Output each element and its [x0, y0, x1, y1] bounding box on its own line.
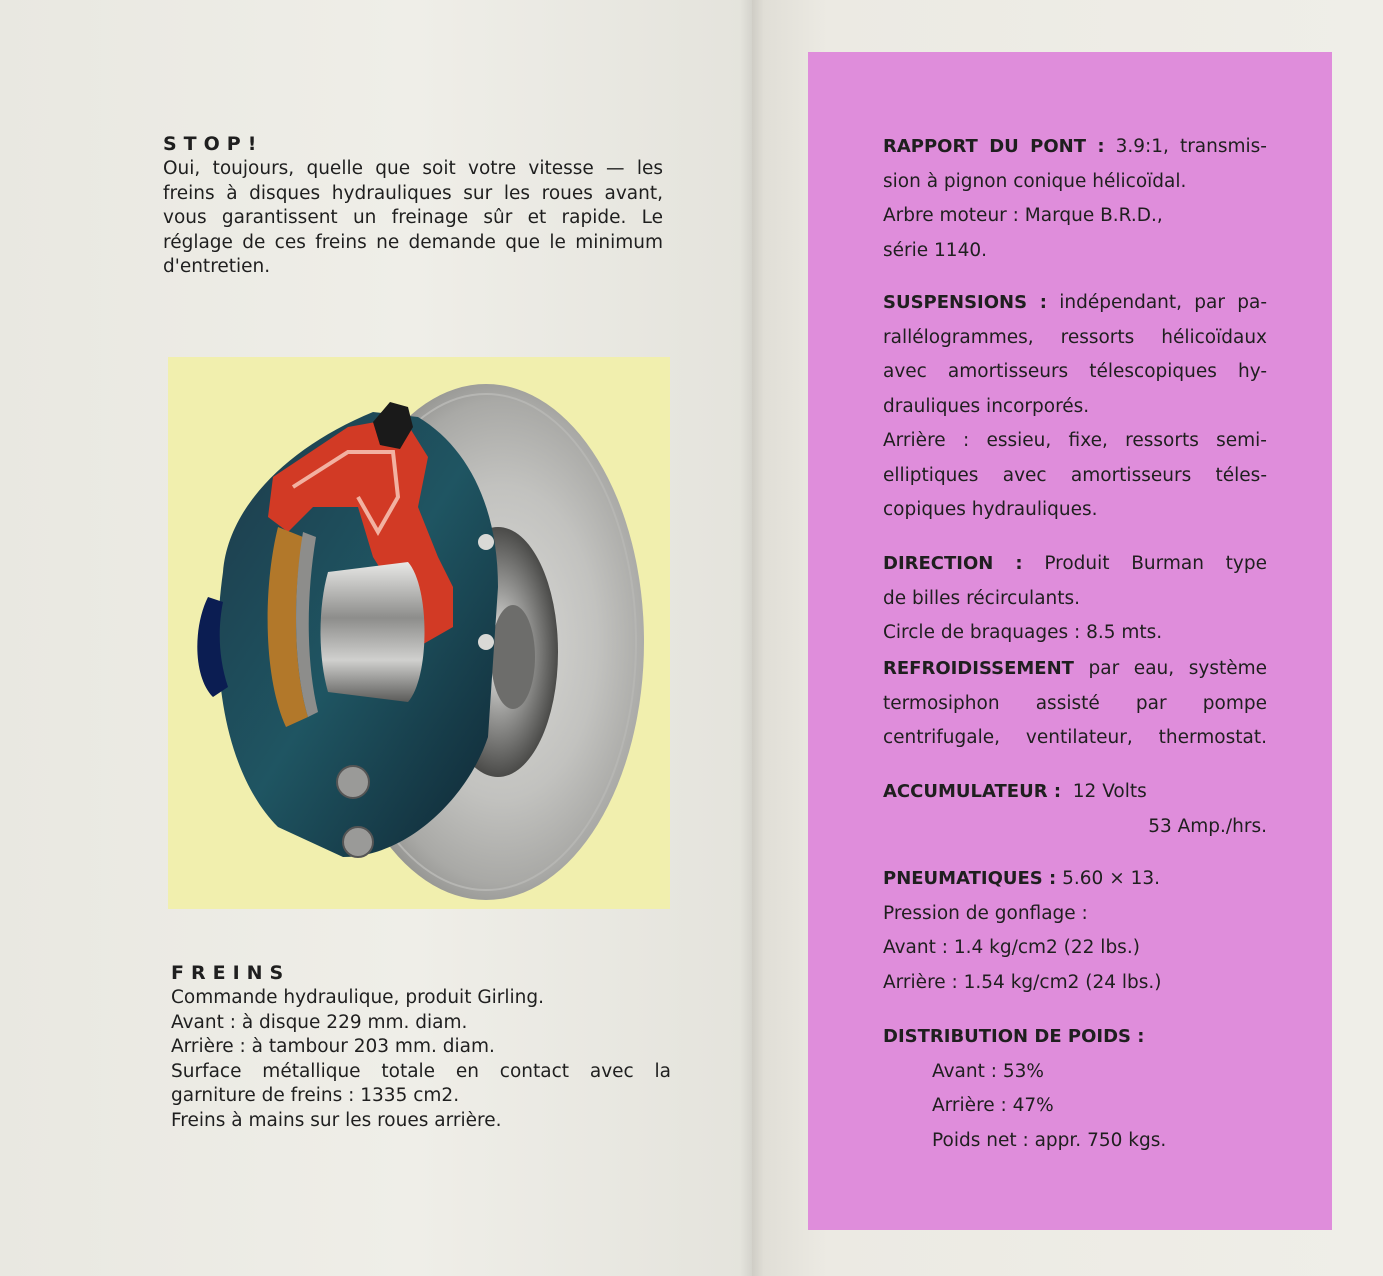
stop-text: Oui, toujours, quelle que soit votre vitesse — les freins à disques hydrauliques sur les roues avant, vous garantissent un freinage sûr et rapide. Le réglage de ces freins ne demande que le minimum d'entretien. [163, 158, 663, 277]
freins-line: Avant : à disque 229 mm. diam. [171, 1011, 468, 1033]
freins-line: Freins à mains sur les roues arrière. [171, 1109, 502, 1131]
freins-line: Commande hydraulique, produit Girling. [171, 987, 545, 1008]
piston [321, 562, 425, 702]
spec-pneumatiques: PNEUMATIQUES : 5.60 × 13. Pression de gonflage : Avant : 1.4 kg/cm2 (22 lbs.) Arrière : 1.54 kg/cm2 (24 lbs.) [883, 868, 1162, 993]
spec-label: DISTRIBUTION DE POIDS : [883, 1026, 1145, 1047]
spec-label: SUSPENSIONS : [883, 292, 1047, 313]
stop-section [163, 133, 663, 280]
spec-label: RAPPORT DU PONT : [883, 136, 1105, 157]
freins-line: Arrière : à tambour 203 mm. diam. [171, 1036, 495, 1057]
freins-line: Surface métallique totale en contact avec la garniture de freins : 1335 cm2. [171, 1060, 671, 1106]
spec-label: PNEUMATIQUES : [883, 868, 1057, 889]
spec-label: DIRECTION : [883, 553, 1023, 574]
spec-label: REFROIDISSEMENT [883, 658, 1074, 679]
bolt [337, 766, 369, 798]
disc-brake-illustration [168, 357, 670, 909]
freins-heading: FREINS [171, 962, 291, 984]
brake-disc-photo [168, 357, 670, 909]
page-fold [740, 0, 764, 1276]
spec-suspensions: SUSPENSIONS : indépendant, par pa- rallélogrammes, ressorts hélicoïdaux avec amortisseurs télescopiques hy- drauliques incorporés. Arrière : essieu, fixe, ressorts semi- elliptiques avec amortisseurs téles- copiques hydrauliques. [883, 292, 1267, 520]
spec-rapport-du-pont: RAPPORT DU PONT : 3.9:1, transmis- sion à pignon conique hélicoïdal. Arbre moteur : Marque B.R.D., série 1140. [883, 136, 1267, 261]
freins-section [171, 962, 671, 1133]
spec-refroidissement: REFROIDISSEMENT par eau, système termosiphon assisté par pompe centrifugale, ventilateur, thermostat. [883, 658, 1267, 748]
spec-accumulateur: ACCUMULATEUR : 12 Volts 53 Amp./hrs. [883, 781, 1267, 837]
spec-label: ACCUMULATEUR : [883, 781, 1062, 802]
specifications-panel [808, 52, 1332, 1230]
stop-heading: STOP! [163, 133, 264, 155]
spec-distribution-de-poids: DISTRIBUTION DE POIDS : Avant : 53% Arrière : 47% Poids net : appr. 750 kgs. [883, 1026, 1167, 1151]
spec-direction: DIRECTION : Produit Burman type de billes récirculants. Circle de braquages : 8.5 mts. [883, 553, 1267, 643]
bolt [343, 827, 373, 857]
